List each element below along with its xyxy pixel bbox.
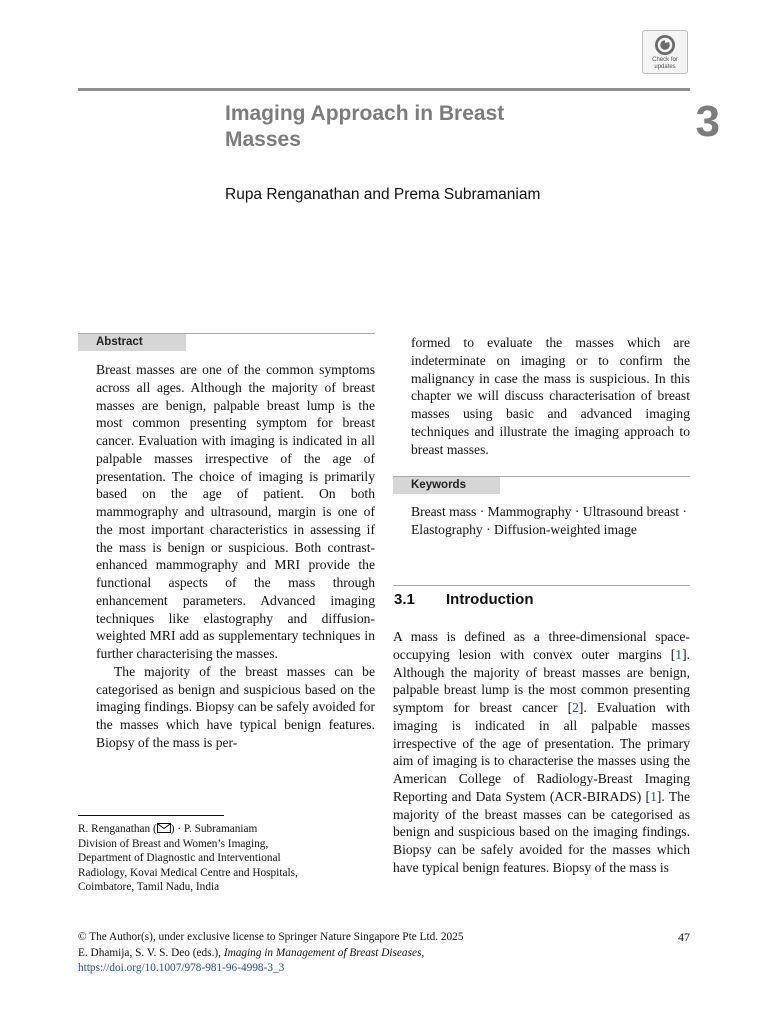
- envelope-icon[interactable]: [157, 823, 171, 833]
- page-number: 47: [678, 930, 690, 944]
- footer: [78, 930, 598, 977]
- chapter-title: [225, 101, 585, 153]
- editors: E. Dhamija, S. V. S. Deo (eds.),: [78, 946, 224, 959]
- top-rule: [78, 88, 690, 91]
- introduction-top-rule: [393, 585, 690, 586]
- affiliation-name-1: R. Renganathan (: [78, 823, 157, 835]
- chapter-authors: Rupa Renganathan and Prema Subramaniam: [225, 186, 541, 203]
- chapter-title-line1: Imaging Approach in Breast: [225, 102, 505, 125]
- affiliation-line-4: Radiology, Kovai Medical Centre and Hospitals,: [78, 866, 298, 879]
- abstract-label: Abstract: [78, 334, 186, 351]
- abstract-continuation: formed to evaluate the masses which are indeterminate on imaging or to confirm the malignancy in case the mass is suspicious. In this chapter we will discuss characterisation of breast masses using basic and advanced imaging techniques and illustrate the imaging approach to breast masses.: [411, 335, 690, 457]
- intro-text-2: ]. Although the majority of breast masses are benign, palpable breast lump is the most common presenting symptom for breast cancer [: [393, 646, 690, 715]
- introduction-paragraph: [393, 628, 690, 877]
- copyright: © The Author(s), under exclusive license to Springer Nature Singapore Pte Ltd. 2025: [78, 931, 464, 943]
- book-citation: [78, 946, 598, 962]
- section-heading: Introduction: [446, 591, 534, 608]
- intro-text-3: ]. Evaluation with imaging is indicated in all palpable masses irrespective of the age of presentation. The primary aim of imaging is to characterise the masses using the American College of Radiology-Breast Imaging Reporting and Data System (ACR-BIRADS) [: [393, 700, 690, 804]
- abstract-body: [96, 361, 375, 752]
- affiliation-line-2: Division of Breast and Women’s Imaging,: [78, 837, 269, 850]
- section-number: 3.1: [394, 591, 415, 608]
- citation-link[interactable]: 1: [675, 646, 683, 662]
- affiliation-names: [78, 822, 378, 837]
- keywords-text: Breast mass · Mammography · Ultrasound breast · Elastography · Diffusion-weighted image: [411, 504, 687, 537]
- introduction-body: [393, 628, 690, 877]
- affiliation-line-5: Coimbatore, Tamil Nadu, India: [78, 881, 220, 893]
- citation-link[interactable]: 1: [650, 788, 657, 804]
- book-citation-comma: ,: [421, 946, 425, 959]
- chapter-number: 3: [695, 97, 720, 146]
- author-affiliation: [78, 822, 378, 895]
- chapter-title-line2: Masses: [225, 128, 301, 151]
- intro-text-4: ]. The majority of the breast masses can be categorised as benign and suspicious based on the imaging findings. Biopsy can be safely avoided for the masses which have typical benign features. Biopsy of the mass is: [393, 788, 691, 875]
- keywords-label: Keywords: [393, 477, 500, 494]
- book-title: Imaging in Management of Breast Diseases: [223, 946, 422, 959]
- citation-link[interactable]: 2: [572, 700, 579, 715]
- affiliation-rule: [78, 815, 224, 816]
- check-for-updates-badge[interactable]: [642, 30, 688, 74]
- badge-line2: updates: [654, 64, 676, 70]
- affiliation-line-3: Department of Diagnostic and Interventional: [78, 852, 281, 864]
- doi-link[interactable]: https://doi.org/10.1007/978-981-96-4998-3_3: [78, 962, 285, 974]
- abstract-paragraph-2: The majority of the breast masses can be categorised as benign and suspicious based on the imaging findings. Biopsy can be safely avoided for the masses which have typical benign features. Biopsy of the mass is per-: [96, 663, 375, 750]
- affiliation-name-2: ) · P. Subramaniam: [170, 823, 258, 835]
- badge-line1: Check for: [652, 57, 678, 63]
- check-for-updates-icon: [654, 34, 676, 56]
- intro-text-1: A mass is defined as a three-dimensional space-occupying lesion with convex outer margins [: [393, 629, 690, 662]
- abstract-paragraph-1: Breast masses are one of the common symptoms across all ages. Although the majority of breast masses are benign, palpable breast lump is the most common presenting symptom for breast cancer. Evaluation with imaging is indicated in all palpable masses irrespective of the age of presentation. The choice of imaging is primarily based on the age of patient. On both mammography and ultrasound, margin is one of the most important characteristics in assessing if the mass is benign or suspicious. Both contrast-enhanced mammography and MRI provide the functional aspects of the mass through enhancement parameters. Advanced imaging techniques like elastography and diffusion-weighted MRI add as supplementary techniques in further characterising the masses.: [96, 362, 375, 661]
